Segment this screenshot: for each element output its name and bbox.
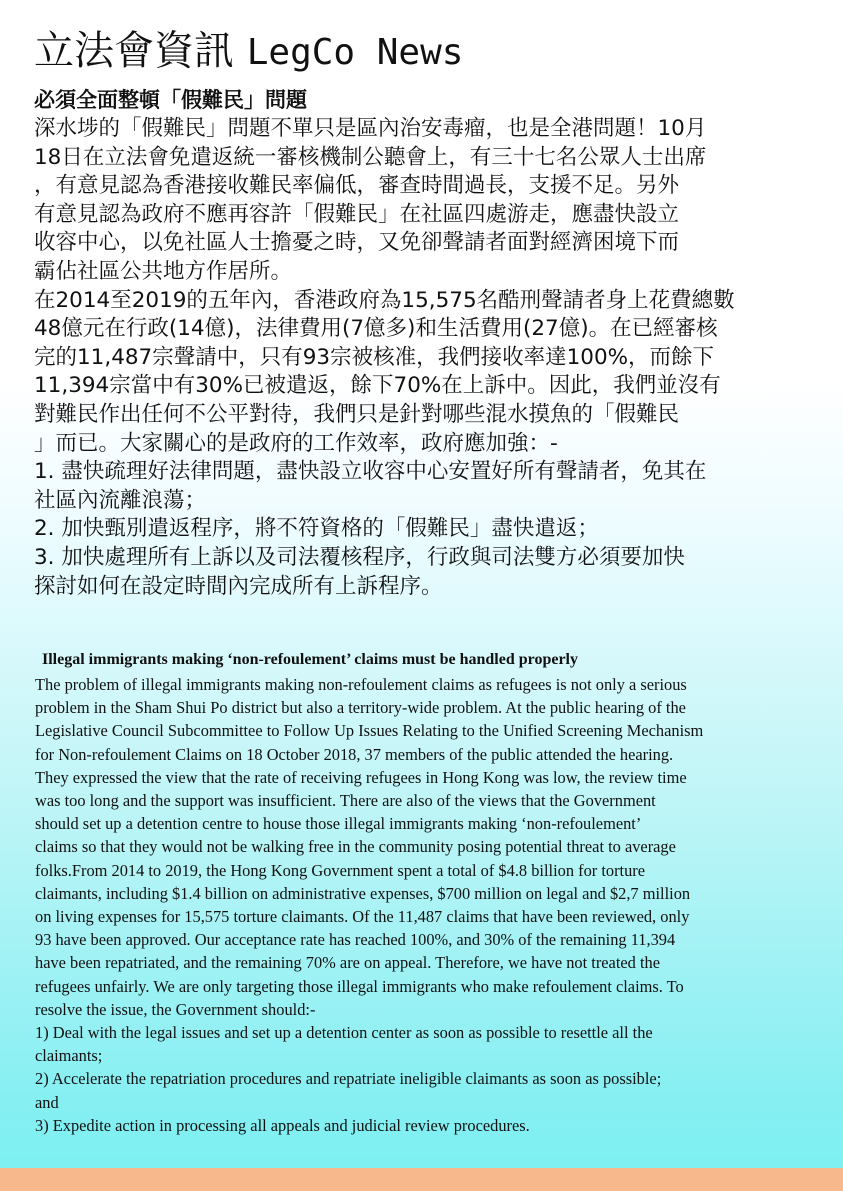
masthead-title-zh: 立法會資訊 [34, 28, 234, 74]
english-article-line: resolve the issue, the Government should:- [35, 999, 316, 1019]
english-article-line: 3) Expedite action in processing all appeals and judicial review procedures. [35, 1115, 530, 1135]
english-article-line: problem in the Sham Shui Po district but also a territory-wide problem. At the public hearing of the [35, 698, 686, 718]
masthead-title-en: LegCo News [246, 32, 464, 73]
chinese-article-line: 在2014至2019的五年內，香港政府為15,575名酷刑聲請者身上花費總數 [34, 287, 735, 313]
chinese-article-title: 必須全面整頓「假難民」問題 [34, 88, 307, 112]
masthead-title [34, 24, 463, 80]
english-article-line: on living expenses for 15,575 torture claimants. Of the 11,487 claims that have been reviewed, only [35, 907, 690, 927]
english-article-line: 2) Accelerate the repatriation procedures and repatriate ineligible claimants as soon as possible; [35, 1069, 662, 1089]
chinese-article-line: ，有意見認為香港接收難民率偏低，審查時間過長，支援不足。另外 [34, 173, 680, 199]
chinese-article-line: 深水埗的「假難民」問題不單只是區內治安毒瘤，也是全港問題！10月 [34, 116, 707, 141]
english-article-body [35, 673, 825, 1137]
english-article-line: have been repatriated, and the remaining 70% are on appeal. Therefore, we have not treated the [35, 953, 660, 973]
english-article-line: claimants, including $1.4 billion on administrative expenses, $700 million on legal and $2,7 million [35, 883, 691, 903]
english-article-line: 93 have been approved. Our acceptance rate has reached 100%, and 30% of the remaining 11,394 [35, 930, 676, 950]
chinese-article-line: 收容中心，以免社區人士擔憂之時，又免卻聲請者面對經濟困境下而 [34, 230, 680, 256]
chinese-article-line: 48億元在行政(14億)，法律費用(7億多)和生活費用(27億)。在已經審核 [34, 316, 718, 342]
english-article-line: Legislative Council Subcommittee to Follow Up Issues Relating to the Unified Screening Mechanism [35, 721, 704, 741]
chinese-article-line: 對難民作出任何不公平對待，我們只是針對哪些混水摸魚的「假難民 [34, 401, 680, 427]
english-article-line: was too long and the support was insufficient. There are also of the views that the Government [35, 791, 656, 811]
chinese-article-line: 1. 盡快疏理好法律問題，盡快設立收容中心安置好所有聲請者，免其在 [34, 459, 707, 485]
chinese-article-line: 有意見認為政府不應再容許「假難民」在社區四處游走，應盡快設立 [34, 201, 680, 227]
english-article-line: claims so that they would not be walking free in the community posing potential threat to average [35, 837, 676, 857]
english-article-line: claimants; [35, 1046, 103, 1066]
chinese-article-line: 」而已。大家關心的是政府的工作效率，政府應加強：- [34, 430, 558, 456]
chinese-article-line: 探討如何在設定時間內完成所有上訴程序。 [34, 573, 443, 599]
english-article-line: 1) Deal with the legal issues and set up a detention center as soon as possible to resettle all the [35, 1023, 653, 1043]
english-article-line: refugees unfairly. We are only targeting those illegal immigrants who make refoulement claims. To [35, 976, 684, 996]
chinese-article-line: 社區內流離浪蕩； [34, 487, 207, 513]
chinese-article-line: 11,394宗當中有30%已被遣返，餘下70%在上訴中。因此，我們並沒有 [34, 373, 721, 399]
english-article-line: for Non-refoulement Claims on 18 October 2018, 37 members of the public attended the hearing. [35, 744, 674, 764]
english-article-title: Illegal immigrants making ‘non-refoulement’ claims must be handled properly [42, 651, 578, 668]
chinese-article-line: 18日在立法會免遣返統一審核機制公聽會上，有三十七名公眾人士出席 [34, 144, 707, 170]
footer-color-bar [0, 1168, 843, 1191]
english-article-line: They expressed the view that the rate of receiving refugees in Hong Kong was low, the review time [35, 767, 687, 787]
english-article-line: and [35, 1092, 59, 1112]
chinese-article-body [34, 115, 824, 601]
english-article-line: The problem of illegal immigrants making non-refoulement claims as refugees is not only a serious [35, 675, 687, 694]
chinese-article-line: 3. 加快處理所有上訴以及司法覆核程序，行政與司法雙方必須要加快 [34, 544, 685, 570]
chinese-article-line: 霸佔社區公共地方作居所。 [34, 258, 293, 284]
chinese-article-line: 2. 加快甄別遣返程序，將不符資格的「假難民」盡快遣返； [34, 516, 599, 542]
english-article-line: should set up a detention centre to house those illegal immigrants making ‘non-refoulement’ [35, 814, 642, 834]
english-article-line: folks.From 2014 to 2019, the Hong Kong Government spent a total of $4.8 billion for torture [35, 860, 646, 880]
chinese-article-line: 完的11,487宗聲請中，只有93宗被核准，我們接收率達100%，而餘下 [34, 344, 715, 370]
